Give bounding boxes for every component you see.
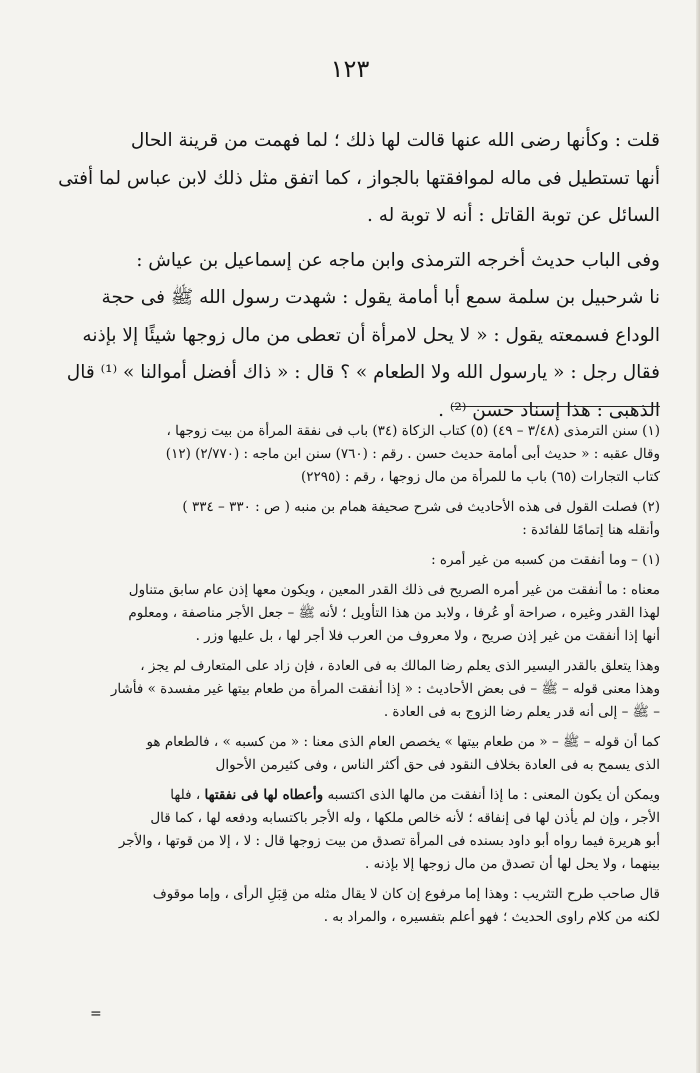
footnote-line: كما أن قوله – ﷺ – « من طعام بيتها » يخصص العام الذى معنا : « من كسبه » ، فالطعام هو <box>146 734 660 750</box>
text-line: الذهبى : هذا إسناد حسن ⁽²⁾ . <box>438 399 660 421</box>
footnote-line: – ﷺ – إلى أنه قدر يعلم رضا الزوج به فى العادة . <box>383 704 660 720</box>
footnote-line: قال صاحب طرح التثريب : وهذا إما مرفوع إن كان لا يقال مثله من قِبَلِ الرأى ، وإما موقوف <box>152 886 660 902</box>
text-line: فقال رجل : « يارسول الله ولا الطعام » ؟ قال : « ذاك أفضل أموالنا » ⁽¹⁾ قال <box>66 362 660 383</box>
footnote-line: وأنقله هنا إتمامًا للفائدة : <box>522 522 660 538</box>
main-text <box>42 122 660 429</box>
footnote-subheading <box>42 549 660 572</box>
continuation-mark: = <box>90 1006 102 1022</box>
footnote-line: كتاب التجارات (٦٥) باب ما للمرأة من مال زوجها ، رقم : (٢٢٩٥) <box>300 469 660 485</box>
footnote-line: بينهما ، ولا يحل لها أن تصدق من مال زوجها إلا بإذنه . <box>365 856 660 872</box>
text-line: وفى الباب حديث أخرجه الترمذى وابن ماجه عن إسماعيل بن عياش : <box>136 249 660 271</box>
footnote-paragraph <box>42 579 660 648</box>
footnote-line: وهذا يتعلق بالقدر اليسير الذى يعلم رضا المالك به فى العادة ، فإن زاد على المتعارف لم يجز ، <box>140 658 660 674</box>
footnote-line: (١) سنن الترمذى (٣/٤٨ – ٤٩) (٥) كتاب الزكاة (٣٤) باب فى نفقة المرأة من بيت زوجها ، <box>166 423 660 439</box>
text-line: السائل عن توبة القاتل : أنه لا توبة له . <box>366 205 660 226</box>
footnote-line: لكنه من كلام راوى الحديث ؛ فهو أعلم بتفسيره ، والمراد به . <box>323 909 660 925</box>
footnote-line: الذى يسمح به فى العادة بخلاف النقود فى حق أكثر الناس ، وفى كثيرمن الأحوال <box>215 757 660 773</box>
footnote-line: وقال عقبه : « حديث أبى أمامة حديث حسن . رقم : (٧٦٠) سنن ابن ماجه : (٢/٧٧٠) (١٢) <box>165 446 660 462</box>
footnote-text: ويمكن أن يكون المعنى : ما إذا أنفقت من مالها الذى اكتسبه <box>323 787 660 803</box>
main-paragraph <box>42 122 660 235</box>
main-paragraph <box>42 242 660 430</box>
footnote-line: وهذا معنى قوله – ﷺ – فى بعض الأحاديث : « إذا أنفقت المرأة من طعام بيتها غير مفسدة » فأشار <box>110 681 660 697</box>
page-number: ١٢٣ <box>330 55 370 83</box>
footnote-line: معناه : ما أنفقت من غير أمره الصريح فى ذلك القدر المعين ، ويكون معها إذن عام سابق متناول <box>128 582 660 598</box>
footnote-line: الأجر ، وإن لم يأذن لها فى إنفاقه ؛ لأنه خالص ملكها ، وله الأجر باكتسابه ودفعه لها ، كما قال <box>150 810 660 826</box>
footnote-paragraph <box>42 883 660 929</box>
footnote-line: أنها إذا أنفقت من غير إذن صريح ، ولا معروف من العرب فلا أجر لها ، بل عليها وزر . <box>195 628 660 644</box>
footnote-2 <box>42 496 660 542</box>
footnote-line: (١) – وما أنفقت من كسبه من غير أمره : <box>431 552 660 568</box>
scan-page-edge <box>696 0 700 1073</box>
text-line: نا شرحبيل بن سلمة سمع أبا أمامة يقول : شهدت رسول الله ﷺ فى حجة <box>101 287 660 308</box>
text-line: قلت : وكأنها رضى الله عنها قالت لها ذلك ؛ لما فهمت من قرينة الحال <box>130 130 660 151</box>
footnote-line: لهذا القدر وغيره ، صراحة أو عُرفا ، ولابد من هذا التأويل ؛ لأنه ﷺ – جعل الأجر مناصفة ، ومعلوم <box>128 605 660 621</box>
footnote-paragraph <box>42 784 660 876</box>
text-line: الوداع فسمعته يقول : « لا يحل لامرأة أن تعطى من مال زوجها شيئًا إلا بإذنه <box>82 324 660 346</box>
footnote-line: (٢) فصلت القول فى هذه الأحاديث فى شرح صحيفة همام بن منبه ( ص : ٣٣٠ – ٣٣٤ ) <box>182 499 660 515</box>
footnote-text: ، فلها <box>170 787 205 803</box>
footnote-paragraph <box>42 731 660 777</box>
footnotes <box>42 420 660 929</box>
footnote-line: أبو هريرة فيما رواه أبو داود بسنده فى المرأة تصدق من بيت زوجها قال : لا ، إلا من قوتها ، والأجر <box>118 833 660 849</box>
text-line: أنها تستطيل فى ماله لموافقتها بالجواز ، كما اتفق مثل ذلك لابن عباس لما أفتى <box>58 167 660 189</box>
footnote-1 <box>42 420 660 489</box>
footnote-bold-text: وأعطاه لها فى نفقتها <box>204 787 324 803</box>
footnote-paragraph <box>42 655 660 724</box>
footnote-line <box>42 784 660 807</box>
footnote-divider <box>452 406 660 407</box>
